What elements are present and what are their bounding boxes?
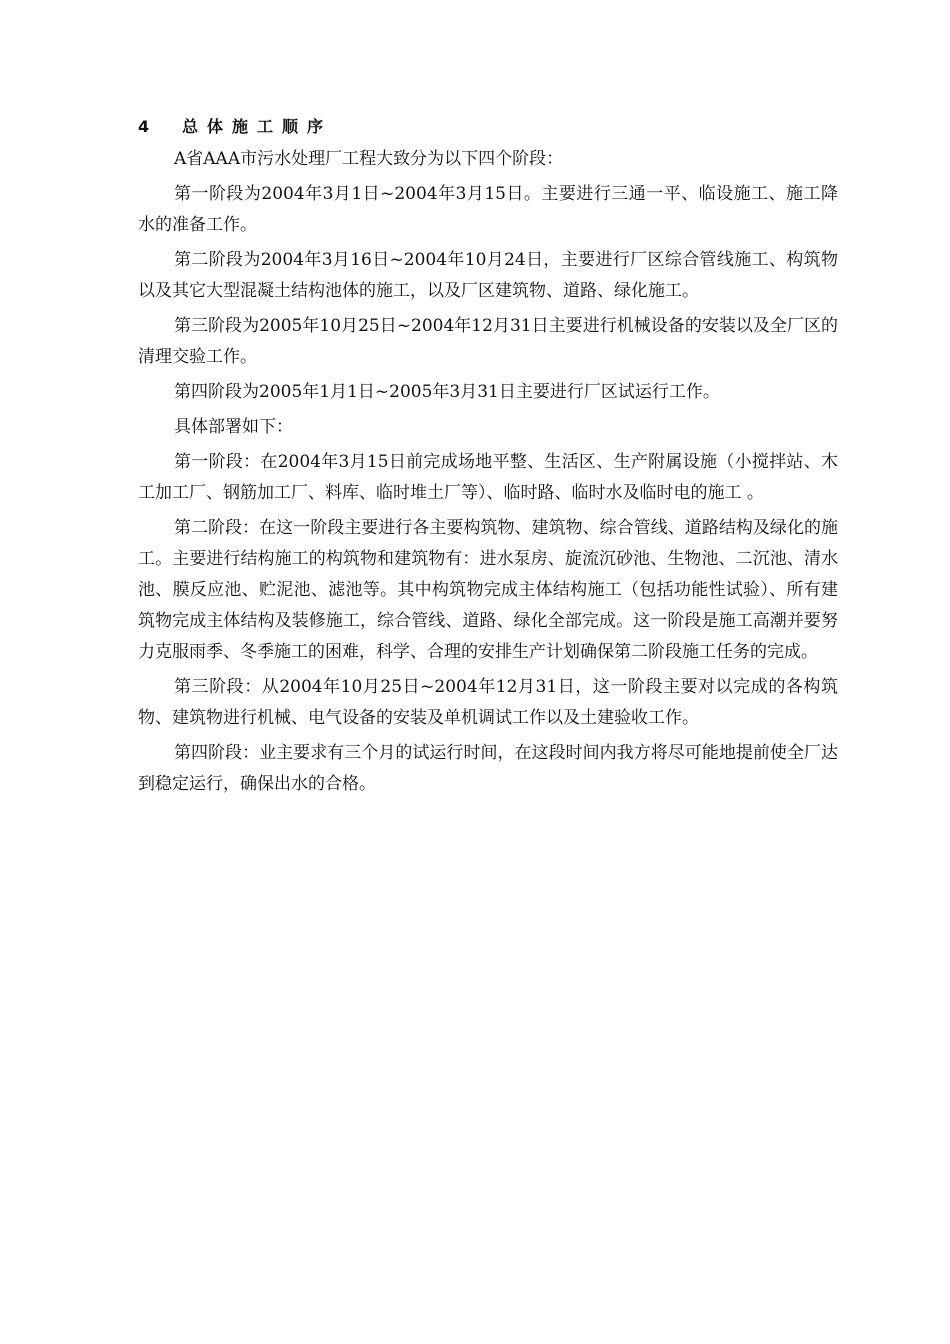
paragraph-phase-4-detail: 第四阶段：业主要求有三个月的试运行时间，在这段时间内我方将尽可能地提前使全厂达到稳定运行，确保出水的合格。 — [138, 743, 838, 794]
paragraph-phase-2-schedule: 第二阶段为2004年3月16日~2004年10月24日，主要进行厂区综合管线施工、构筑物以及其它大型混凝土结构池体的施工，以及厂区建筑物、道路、绿化施工。 — [138, 250, 838, 301]
paragraph-phase-4-schedule: 第四阶段为2005年1月1日~2005年3月31日主要进行厂区试运行工作。 — [174, 382, 720, 402]
paragraph-phase-2-detail: 第二阶段：在这一阶段主要进行各主要构筑物、建筑物、综合管线、道路结构及绿化的施工。主要进行结构施工的构筑物和建筑物有：进水泵房、旋流沉砂池、生物池、二沉池、清水池、膜反应池、贮泥池、滤池等。其中构筑物完成主体结构施工（包括功能性试验）、所有建筑物完成主体结构及装修施工，综合管线、道路、绿化全部完成。这一阶段是施工高潮并要努力克服雨季、冬季施工的困难，科学、合理的安排生产计划确保第二阶段施工任务的完成。 — [138, 518, 838, 662]
section-number: 4 — [138, 117, 150, 136]
paragraph-phase-3-detail: 第三阶段：从2004年10月25日~2004年12月31日，这一阶段主要对以完成的各构筑物、建筑物进行机械、电气设备的安装及单机调试工作以及土建验收工作。 — [138, 677, 838, 728]
section-heading — [138, 112, 838, 142]
paragraph-phase-3-schedule: 第三阶段为2005年10月25日~2004年12月31日主要进行机械设备的安装以及全厂区的清理交验工作。 — [138, 316, 838, 367]
paragraph-intro: A省AAA市污水处理厂工程大致分为以下四个阶段： — [174, 149, 564, 169]
paragraph-phase-1-detail: 第一阶段：在2004年3月15日前完成场地平整、生活区、生产附属设施（小搅拌站、木工加工厂、钢筋加工厂、料库、临时堆土厂等）、临时路、临时水及临时电的施工 。 — [138, 452, 838, 503]
section-title: 总体施工顺序 — [182, 117, 333, 136]
paragraph-phase-1-schedule: 第一阶段为2004年3月1日~2004年3月15日。主要进行三通一平、临设施工、施工降水的准备工作。 — [138, 184, 838, 235]
paragraph-deployment-intro: 具体部署如下： — [174, 417, 293, 437]
document-body — [138, 112, 838, 804]
